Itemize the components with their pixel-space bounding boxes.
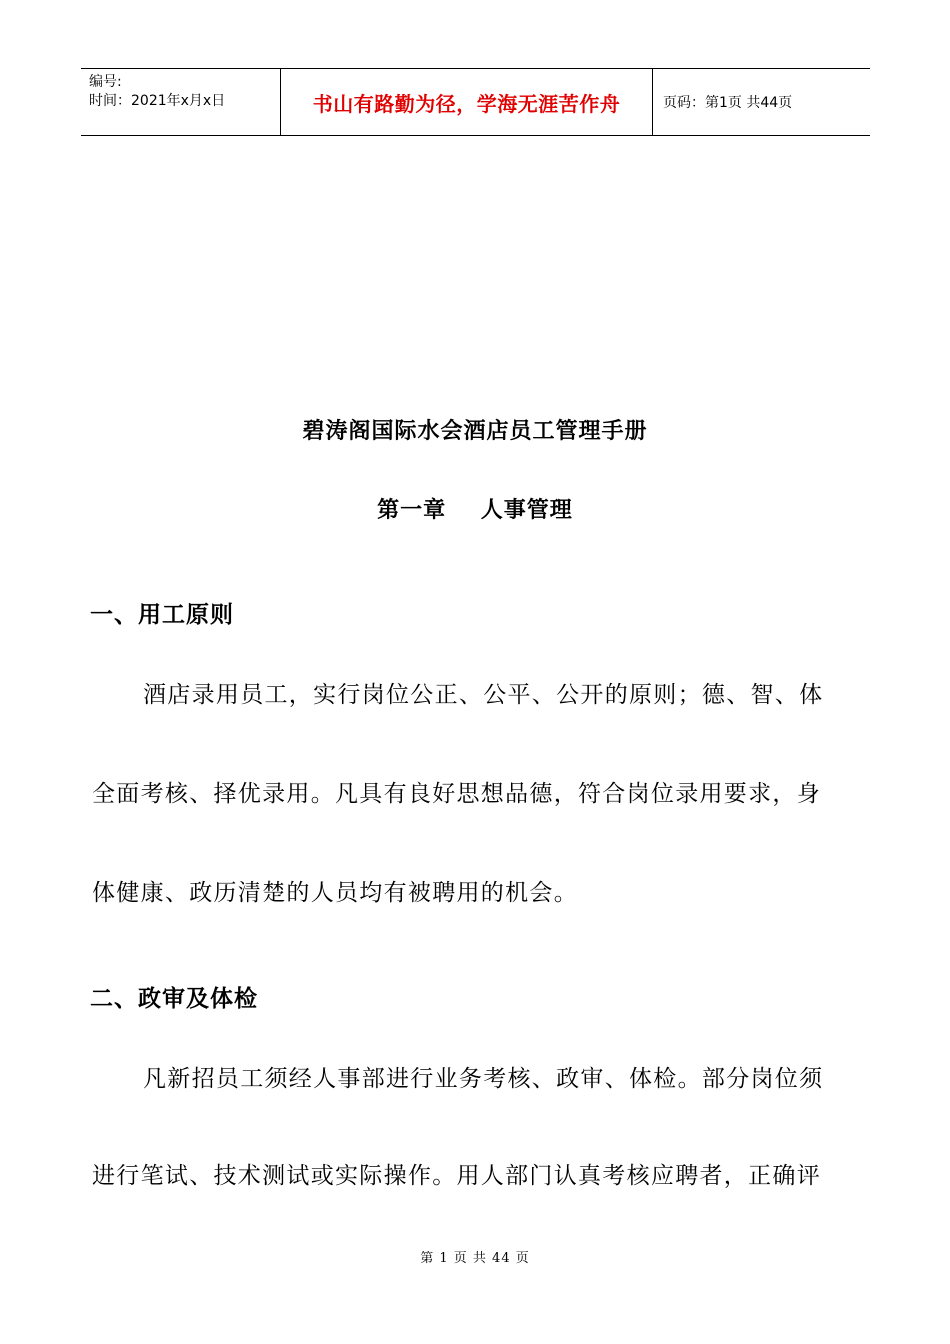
paragraph-line: 体健康、政历清楚的人员均有被聘用的机会。	[92, 880, 578, 906]
header-meta-cell	[81, 69, 281, 135]
paragraph-line: 酒店录用员工，实行岗位公正、公平、公开的原则；德、智、体	[143, 682, 824, 708]
motto-cell	[281, 69, 653, 135]
number-label: 编号:	[89, 74, 122, 90]
page-info-cell	[653, 69, 870, 135]
document-title: 碧涛阁国际水会酒店员工管理手册	[302, 418, 648, 444]
paragraph-line: 进行笔试、技术测试或实际操作。用人部门认真考核应聘者，正确评	[92, 1163, 821, 1189]
paragraph-line: 全面考核、择优录用。凡具有良好思想品德，符合岗位录用要求，身	[92, 781, 821, 807]
section-heading-1: 一、用工原则	[90, 602, 234, 628]
section-heading-2: 二、政审及体检	[90, 986, 258, 1012]
motto-text: 书山有路勤为径，学海无涯苦作舟	[312, 91, 621, 116]
chapter-title: 第一章 人事管理	[377, 497, 573, 523]
page-info-text: 页码：第1页 共44页	[663, 95, 793, 111]
page-footer: 第 1 页 共 44 页	[420, 1251, 530, 1266]
header-table	[81, 68, 870, 136]
time-label: 时间：2021年x月x日	[89, 93, 226, 109]
paragraph-line: 凡新招员工须经人事部进行业务考核、政审、体检。部分岗位须	[143, 1066, 824, 1092]
